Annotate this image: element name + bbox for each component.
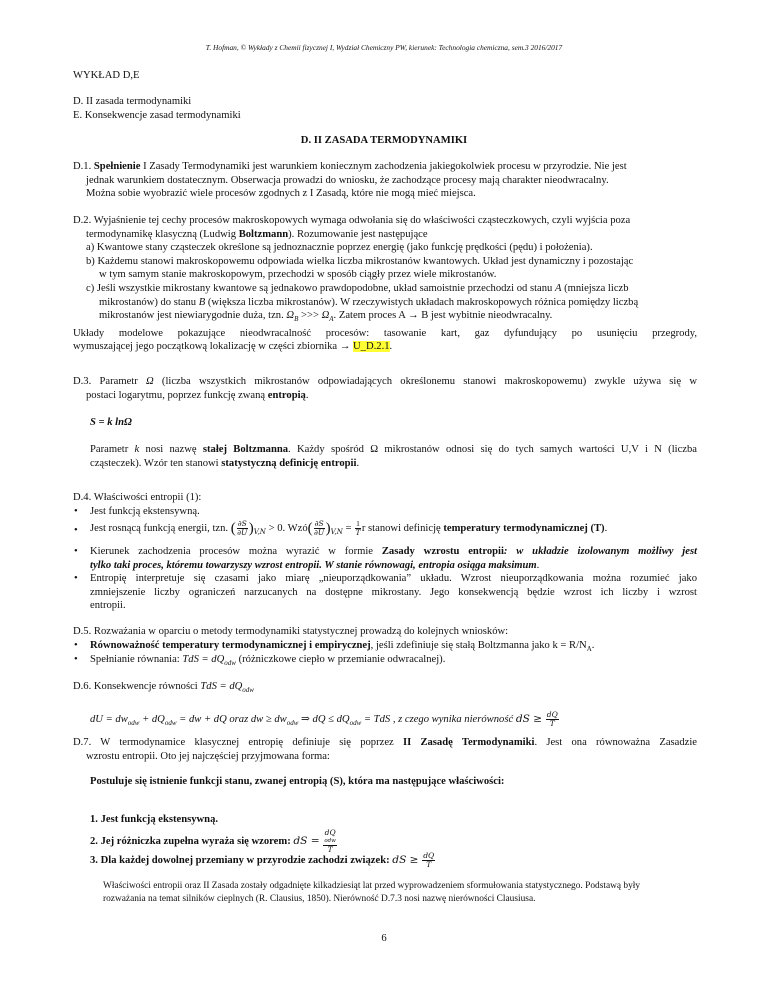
postulate-title: Postuluje się istnienie funkcji stanu, zwanej entropią (S), która ma następujące właściwości: (90, 776, 505, 787)
d4-bullet-3: • Kierunek zachodzenia procesów można wyrazić w formie Zasady wzrostu entropii: w układzie izolowanym możliwy jest tylko taki proces, któremu towarzyszy wzrost entropii. W stanie równowagi, entropia osiąga maksimum. (74, 546, 698, 571)
paragraph-d1: D.1. Spełnienie I Zasady Termodynamiki jest warunkiem koniecznym zachodzenia jakiegokolwiek procesu w przyrodzie. Nie jest jednak warunkiem dostatecznym. Obserwacja prowadzi do wniosku, że zachodzące procesy mają charakter nieodwracalny. Można sobie wyobrazić wiele procesów zgodnych z I Zasadą, które nie mogą mieć miejsca. (73, 161, 627, 200)
lecture-title: WYKŁAD D,E (73, 70, 140, 81)
d5-bullet-1: • Równoważność temperatury termodynamicznej i empirycznej, jeśli zdefiniuje się stałą Boltzmanna jako $k = R/N_A$. (74, 640, 595, 653)
entropy-formula: S = k lnΩ (90, 417, 132, 428)
page-header: T. Hofman, © Wykłady z Chemii fizycznej I, Wydział Chemiczny PW, kierunek: Technologia chemiczna, sem.3 2016/2017 (205, 43, 563, 52)
d4-title: D.4. Właściwości entropii (1): (73, 492, 202, 503)
d6-title: D.6. Konsekwencje równości TdS = $dQ_{odw}$ (73, 681, 254, 694)
section-title: D. II ZASADA TERMODYNAMIKI (300, 135, 468, 146)
d4-bullet-1: • Jest funkcją ekstensywną. (74, 506, 200, 517)
d6-equation: dU = $dw_{odw} + dQ_{odw}$ = dw + dQ oraz dw ≥ $dw_{odw}$ ⇒ dQ ≤ $dQ_{odw}$ = TdS , z czego wynika nierówność dS ≥ $\frac{dQ}{T}$ (90, 710, 558, 728)
d5-bullet-2: • Spełnianie równania: TdS = $dQ_{odw}$ (różniczkowe ciepło w przemianie odwracalnej). (74, 654, 446, 667)
postulate-item-1: 1. Jest funkcją ekstensywną. (90, 814, 219, 825)
historical-note: Właściwości entropii oraz II Zasada zostały odgadnięte kilkadziesiąt lat przed wyprowadzeniem sformułowania statystycznego. Podstawą były rozważania na temat silników cieplnych (R. Clausius, 1850). Nierówność D.7.3 nosi nazwę nierówności Clausiusa. (103, 881, 641, 904)
paragraph-d2: D.2. Wyjaśnienie tej cechy procesów makroskopowych wymaga odwołania się do właściwości cząsteczkowych, czyli wyjścia poza termodynamikę klasyczną (Ludwig Boltzmann). Rozumowanie jest następujące a) Kwantowe stany cząsteczek określone są jednoznacznie poprzez energię (jako funkcję prędkości (pędu) i położenia). b) Każdemu stanowi makroskopowemu odpowiada wielka liczba mikrostanów kwantowych. Układ jest dynamiczny i pozostając w tym samym stanie makroskopowym, przechodzi w sposób ciągły przez wiele mikrostanów. c) Jeśli wszystkie mikrostany kwantowe są jednakowo prawdopodobne, układ samoistnie przechodzi od stanu A (mniejsza liczb mikrostanów) do stanu B (większa liczba mikrostanów). W rzeczywistych układach makroskopowych różnica pomiędzy liczbą mikrostanów jest niewiarygodnie duża, tzn. $\Omega_B$ >>> $\Omega_A$. Zatem proces A → B jest wybitnie nieodwracalny. Układy modelowe pokazujące nieodwracalność procesów: tasowanie kart, gaz dyfundujący po usunięciu przegrody, wymuszającej jego początkową lokalizację w części zbiornika → U_D.2.1. (73, 215, 697, 353)
link-u-d-2-1[interactable]: U_D.2.1 (353, 341, 390, 353)
page-number: 6 (381, 933, 387, 944)
paragraph-d7: D.7. W termodynamice klasycznej entropię definiuje się poprzez II Zasadę Termodynamiki. Jest ona równoważna Zasadzie wzrostu entropii. Oto jej najczęściej przyjmowana forma: (73, 737, 697, 762)
paragraph-d3-boltzmann: Parametr k nosi nazwę stałej Boltzmanna. Każdy spośród Ω mikrostanów odnosi się do tych samych wartości U,V i N (liczba cząsteczek). Wzór ten stanowi statystyczną definicję entropii. (90, 444, 697, 469)
d4-bullet-2: • Jest rosnącą funkcją energii, tzn. ( $\frac{\partial S}{\partial U}$ )$_{V,N} > 0$. Wzó( $\frac{\partial S}{\partial U}$ )$_{V,N}$ = $\frac{1}{T}$ r stanowi definicję temperatury termodynamicznej (T). (74, 519, 608, 537)
postulate-item-2: 2. Jej różniczka zupełna wyraża się wzorem: dS = dQ odw T (90, 828, 336, 854)
postulate-item-3: 3. Dla każdej dowolnej przemiany w przyrodzie zachodzi związek: dS ≥ $\frac{dQ}{T}$ (90, 851, 435, 869)
paragraph-d3: D.3. Parametr Ω (liczba wszystkich mikrostanów odpowiadających określonemu stanowi makroskopowemu) zwykle używa się w postaci logarytmu, poprzez funkcję zwaną entropią. (73, 376, 697, 401)
toc-item-d: D. II zasada termodynamiki (73, 96, 192, 107)
d4-bullet-4: • Entropię interpretuje się czasami jako miarę „nieuporządkowania” układu. Wzrost nieuporządkowania można rozumieć jako zmniejszenie liczby ograniczeń narzucanych na dostępne mikrostany. Jego konsekwencją będzie wzrost ich liczby i wzrost entropii. (74, 573, 697, 612)
toc-item-e: E. Konsekwencje zasad termodynamiki (73, 110, 241, 121)
d5-title: D.5. Rozważania w oparciu o metody termodynamiki statystycznej prowadzą do kolejnych wniosków: (73, 626, 509, 637)
